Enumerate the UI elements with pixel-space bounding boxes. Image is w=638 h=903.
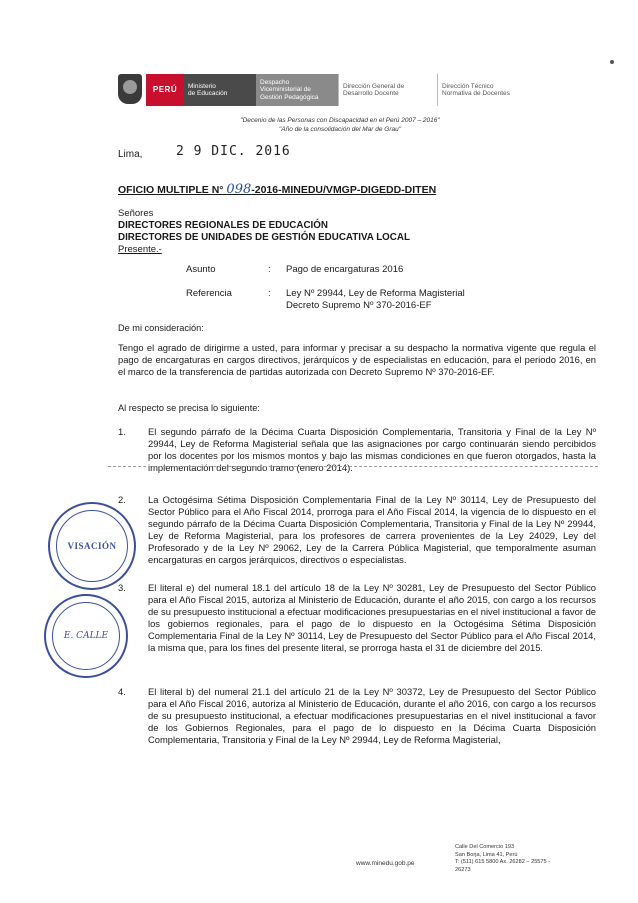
asunto-row [186,264,516,276]
decenio-line: "Año de la consolidación del Mar de Grau" [278,126,402,133]
lima-label: Lima, [118,149,143,160]
precisa-label: Al respecto se precisa lo siguiente: [118,403,260,413]
direccion-general-line: Desarrollo Docente [343,90,399,97]
asunto-label: Asunto [186,264,216,275]
decenio-slogan [190,116,490,134]
despacho-line: Viceministerial de [260,86,311,94]
item-text: El literal b) del numeral 21.1 del artículo 21 de la Ley Nº 30372, Ley de Presupuesto del Sector Público para el Año Fiscal 2016, autoriza al Ministerio de Educación, durante el año 2016, con cargo a los recursos de su presupuesto institucional, a efectuar modificaciones presupuestarias en el nivel institucional a favor de los Gobiernos Regionales, para el pago de lo dispuesto en la Décima Cuarta Disposición Complementaria, Transitoria y Final de la Ley Nº 29944, Ley de Reforma Magisterial, [148,686,596,745]
website-link[interactable]: www.minedu.gob.pe [356,860,415,867]
signature-stamp-label: E. CALLE [63,631,109,641]
coat-of-arms-icon [118,74,142,104]
direccion-tecnico-line: Normativa de Docentes [442,90,510,97]
referencia-line: Decreto Supremo Nº 370-2016-EF [286,300,432,311]
referencia-row [186,288,516,312]
direccion-general-block [338,74,437,106]
address-line: San Borja, Lima 41, Perú [455,851,518,858]
presente-label: Presente.- [118,244,162,255]
direccion-general-line: Dirección General de [343,82,405,90]
oficio-prefix: OFICIO MULTIPLE N° [118,184,224,196]
footer-address [455,844,550,874]
referencia-colon: : [268,288,271,299]
address-line: 26273 [455,866,471,873]
scan-mark [610,60,614,64]
salutation: De mi consideración: [118,323,204,333]
referencia-value [286,288,516,312]
ministerio-line: Ministerio [188,82,216,90]
oficio-number [118,184,436,196]
oficio-suffix: -2016-MINEDU/VMGP-DIGEDD-DITEN [251,184,437,196]
letterhead [118,74,588,106]
ministerio-line: de Educación [188,90,228,97]
visacion-stamp [48,502,136,590]
direccion-tecnico-line: Dirección Técnico [442,82,494,90]
ministerio-block [184,74,256,106]
item-text: El segundo párrafo de la Décima Cuarta Disposición Complementaria, Transitoria y Final de la Ley Nº 29944, Ley de Reforma Magisterial señala que las asignaciones por cargo continuarán siendo percibidos por los docentes por los mismos montos y bajo las mismas condiciones en que fueron otorgados, hasta la implementación del segundo tramo (enero 2014). [148,426,596,473]
item-number: 1. [118,426,126,437]
item-number: 2. [118,494,126,505]
senores-label: Señores [118,208,154,219]
address-line: T: (511) 615 5800 Ax. 26282 – 25575 - [455,859,551,865]
visacion-stamp-label: VISACIÓN [67,541,117,551]
signature-stamp [44,594,128,678]
item-number: 4. [118,686,126,697]
despacho-block [256,74,338,106]
scan-fold-line [108,466,598,467]
intro-paragraph: Tengo el agrado de dirigirme a usted, para informar y precisar a su despacho la normativa vigente que regula el pago de encargaturas en cargos directivos, jerárquicos y de especialistas en educación, para el periodo 2016, en el marco de la transferencia de partidas autorizada con Decreto Supremo Nº 370-2016-EF. [118,342,596,377]
oficio-handwritten-number: 098 [226,182,252,197]
item-text: El literal e) del numeral 18.1 del artículo 18 de la Ley Nº 30281, Ley de Presupuesto del Sector Público para el Año Fiscal 2015, autoriza al Ministerio de Educación, durante el año 2015, con cargo a los recursos de su presupuesto institucional a efectuar modificaciones presupuestarias en el nivel institucional a favor de los gobiernos regionales, para el pago de lo dispuesto en la Octogésima Sétima Disposición Complementaria Final de la Ley Nº 30114, Ley de Presupuesto del Sector Público para el Año Fiscal 2014, la misma que, para los fines del presente literal, se prorroga hasta el 31 de diciembre del 2015. [148,582,596,653]
despacho-line: Gestión Pedagógica [260,93,319,101]
date-stamp: 2 9 DIC. 2016 [176,144,291,159]
direccion-tecnico-block [437,74,536,106]
referencia-line: Ley Nº 29944, Ley de Reforma Magisterial [286,288,465,299]
item-text: La Octogésima Sétima Disposición Complementaria Final de la Ley Nº 30114, Ley de Presupuesto del Sector Público para el Año Fiscal 2014, prorroga para el Año Fiscal 2014, la vigencia de lo dispuesto en el segundo párrafo de la Décima Cuarta Disposición Complementaria, Transitoria y Final de la Ley Nº 29944, Ley de Reforma Magisterial, para los profesores de carrera provenientes de la Ley 24029, Ley del Profesorado y de la Ley Nº 29062, Ley de la Carrera Pública Magisterial, que temporalmente asuman encargaturas en cargos jerárquicos, directivos o especialistas. [148,494,596,565]
item-number: 3. [118,582,126,593]
recipient-line: DIRECTORES REGIONALES DE EDUCACIÓN [118,220,328,231]
decenio-line: "Decenio de las Personas con Discapacidad en el Perú 2007 – 2016" [240,117,440,124]
asunto-colon: : [268,264,271,275]
asunto-value: Pago de encargaturas 2016 [286,264,404,275]
despacho-line: Despacho [260,78,290,86]
peru-label: PERÚ [146,74,184,106]
referencia-label: Referencia [186,288,232,299]
address-line: Calle Del Comercio 193 [455,844,515,850]
recipient-line: DIRECTORES DE UNIDADES DE GESTIÓN EDUCATIVA LOCAL [118,232,410,243]
